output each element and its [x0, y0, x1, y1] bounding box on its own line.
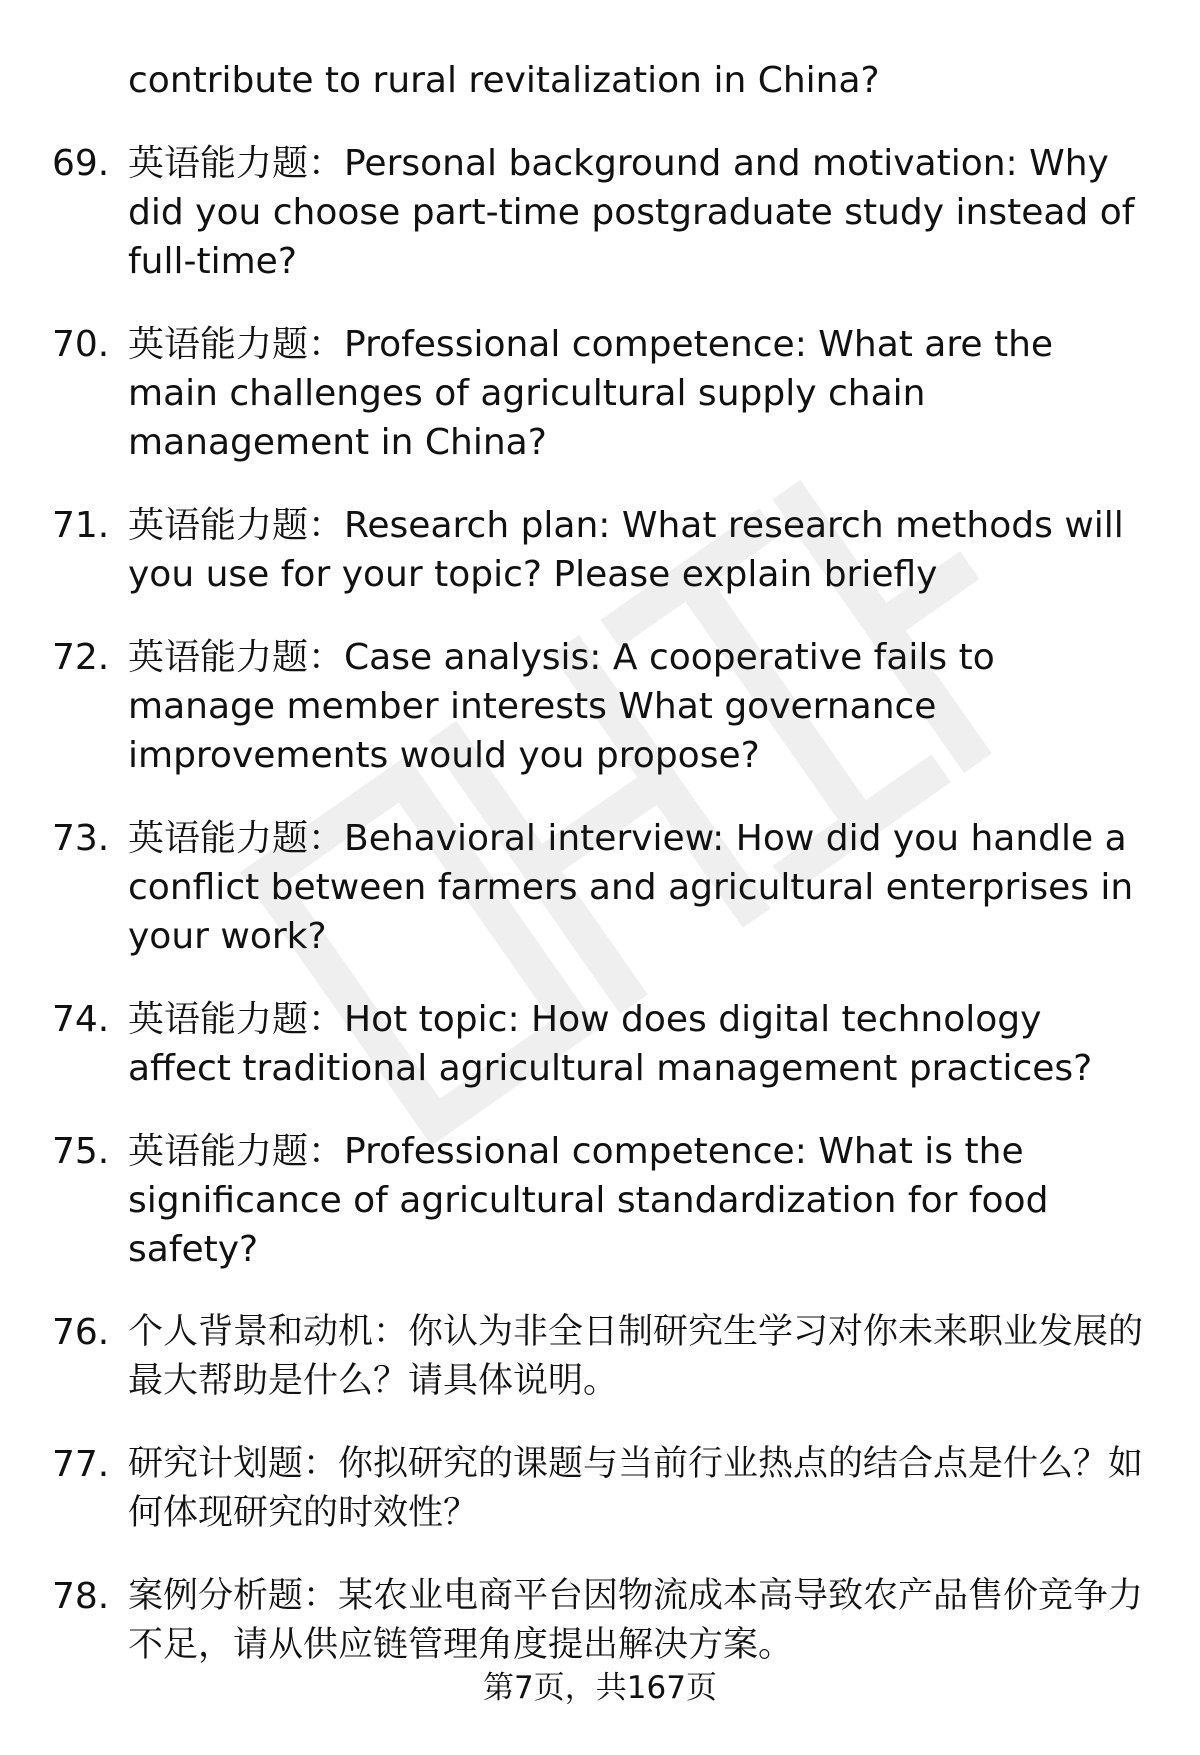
question-item	[52, 1127, 1152, 1274]
questions-list	[52, 56, 1152, 1704]
question-number: 69.	[52, 143, 110, 184]
question-item	[52, 1572, 1152, 1670]
question-text: 英语能力题：Professional competence: What are the main challenges of agricultural supply chain management in China?	[128, 324, 1054, 463]
question-text: 英语能力题：Behavioral interview: How did you handle a conflict between farmers and agricultural enterprises in your work?	[128, 818, 1134, 957]
question-number: 70.	[52, 324, 110, 365]
question-item	[52, 633, 1152, 780]
question-item	[52, 1440, 1152, 1538]
question-text: 英语能力题：Hot topic: How does digital technology affect traditional agricultural management practices?	[128, 999, 1093, 1089]
question-item	[52, 995, 1152, 1093]
question-item	[52, 139, 1152, 286]
question-text: 个人背景和动机：你认为非全日制研究生学习对你未来职业发展的最大帮助是什么？请具体说明。	[128, 1312, 1144, 1401]
question-item	[52, 814, 1152, 961]
question-number: 78.	[52, 1576, 110, 1617]
page-footer: 第7页，共167页	[483, 1670, 717, 1706]
question-item	[52, 501, 1152, 599]
question-text: 英语能力题：Case analysis: A cooperative fails to manage member interests What governance improvements would you propose?	[128, 637, 995, 776]
question-text: 英语能力题：Research plan: What research methods will you use for your topic? Please explain briefly	[128, 505, 1124, 595]
question-text: 案例分析题：某农业电商平台因物流成本高导致农产品售价竞争力不足，请从供应链管理角度提出解决方案。	[128, 1576, 1144, 1665]
question-text: 英语能力题：Professional competence: What is the significance of agricultural standardization for food safety?	[128, 1131, 1049, 1270]
question-text: 英语能力题：Personal background and motivation: Why did you choose part-time postgraduate study instead of full-time?	[128, 143, 1135, 282]
question-number: 72.	[52, 637, 110, 678]
question-number: 75.	[52, 1131, 110, 1172]
question-number: 73.	[52, 818, 110, 859]
question-item	[52, 1308, 1152, 1406]
question-text: 研究计划题：你拟研究的课题与当前行业热点的结合点是什么？如何体现研究的时效性？	[128, 1444, 1144, 1533]
question-number: 77.	[52, 1444, 110, 1485]
question-number: 71.	[52, 505, 110, 546]
question-number: 74.	[52, 999, 110, 1040]
question-number: 76.	[52, 1312, 110, 1353]
continued-question-text: contribute to rural revitalization in China?	[128, 60, 880, 101]
question-item	[52, 320, 1152, 467]
